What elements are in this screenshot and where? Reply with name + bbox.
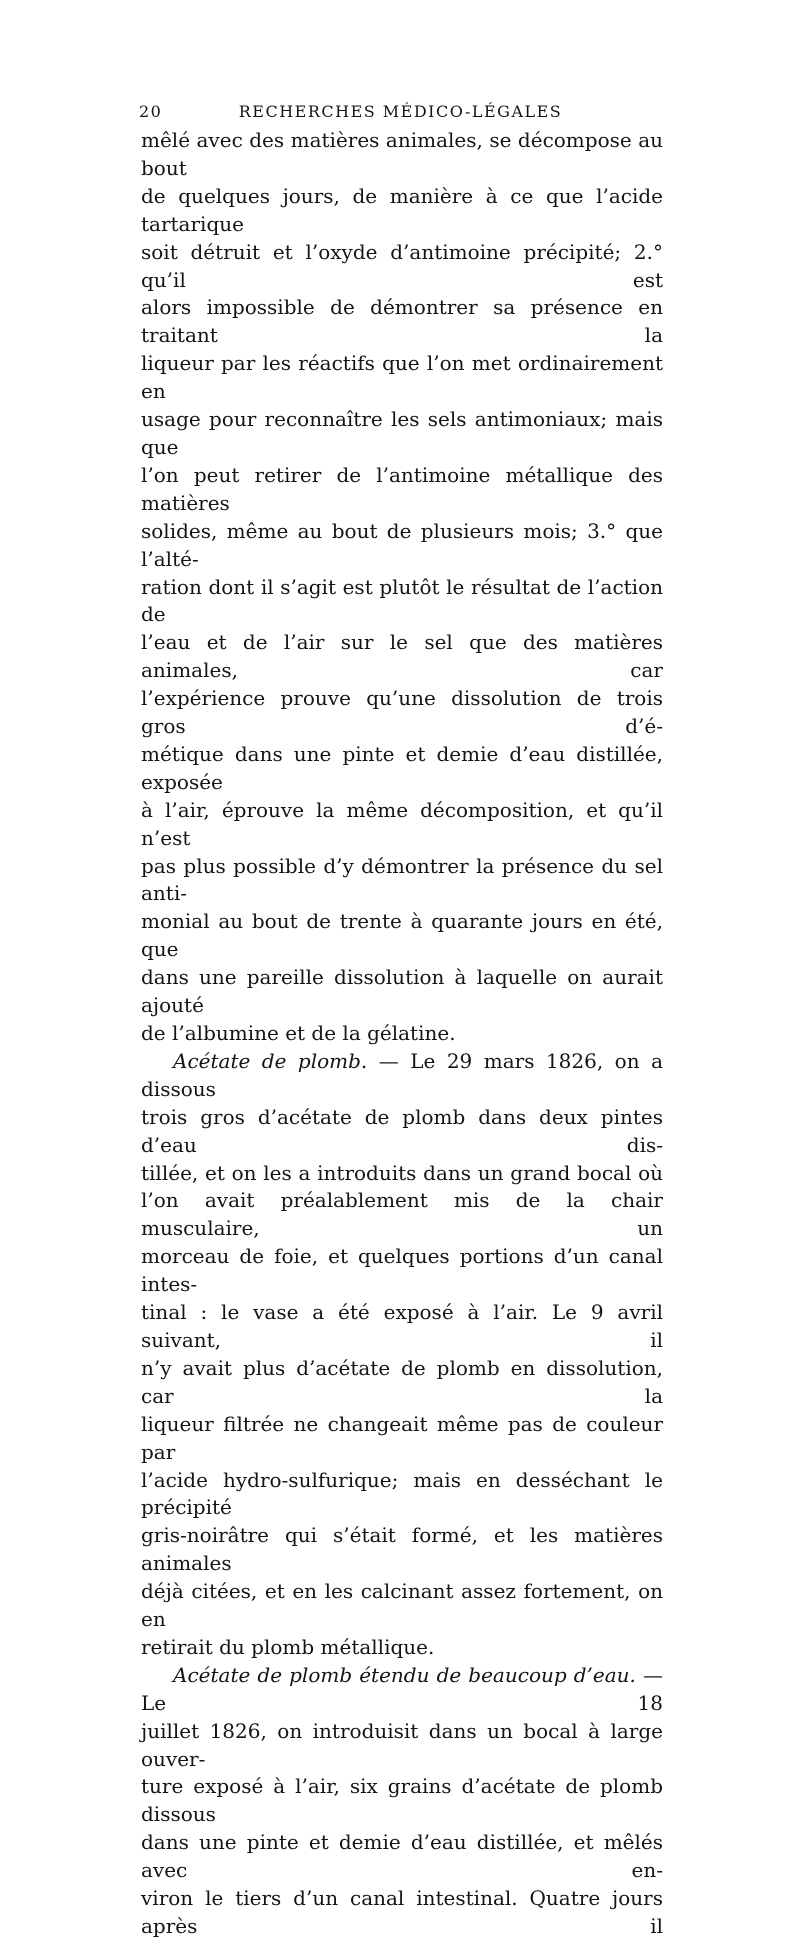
text-line: alors impossible de démontrer sa présence en traitant la bbox=[141, 295, 663, 348]
text-line: dans une pareille dissolution à laquelle on aurait ajouté bbox=[141, 965, 663, 1018]
text-line: liqueur filtrée ne changeait même pas de couleur par bbox=[141, 1411, 663, 1464]
text-line: ration dont il s’agit est plutôt le résultat de l’action de bbox=[141, 574, 663, 627]
text-line: viron le tiers d’un canal intestinal. Quatre jours après il bbox=[141, 1886, 663, 1938]
text-line: solides, même au bout de plusieurs mois; 3.° que l’alté- bbox=[141, 518, 663, 571]
page-number: 20 bbox=[139, 102, 163, 121]
text-line: ture exposé à l’air, six grains d’acétate de plomb dissous bbox=[141, 1774, 663, 1827]
text-line: tinal : le vase a été exposé à l’air. Le 9 avril suivant, il bbox=[141, 1300, 663, 1352]
text-line: l’eau et de l’air sur le sel que des matières animales, car bbox=[141, 630, 663, 683]
text-line: l’acide hydro-sulfurique; mais en desséchant le précipité bbox=[141, 1467, 663, 1520]
text-line: métique dans une pinte et demie d’eau distillée, exposée bbox=[141, 741, 663, 794]
text-line: de quelques jours, de manière à ce que l’acide tartarique bbox=[141, 183, 663, 236]
text-line: tillée, et on les a introduits dans un grand bocal où bbox=[141, 1160, 663, 1185]
text-run: — Le 29 mars 1826, on a dissous bbox=[141, 1048, 663, 1101]
text-line: dans une pinte et demie d’eau distillée, et mêlés avec en- bbox=[141, 1830, 663, 1883]
text-line: mêlé avec des matières animales, se décompose au bout bbox=[141, 128, 663, 180]
text-line: n’y avait plus d’acétate de plomb en dissolution, car la bbox=[141, 1355, 663, 1408]
text-line: liqueur par les réactifs que l’on met ordinairement en bbox=[141, 351, 663, 404]
running-header bbox=[139, 98, 662, 128]
text-line: l’on peut retirer de l’antimoine métallique des matières bbox=[141, 462, 663, 515]
section-heading: Acétate de plomb étendu de beaucoup d’eau. bbox=[173, 1662, 636, 1687]
text-line: gris-noirâtre qui s’était formé, et les matières animales bbox=[141, 1523, 663, 1576]
text-line: l’on avait préalablement mis de la chair musculaire, un bbox=[141, 1188, 663, 1241]
section-heading: Acétate de plomb. bbox=[173, 1048, 368, 1073]
text-line: l’expérience prouve qu’une dissolution de trois gros d’é- bbox=[141, 686, 663, 739]
text-run: — Le 18 bbox=[141, 1662, 664, 1715]
text-line: déjà citées, et en les calcinant assez fortement, on en bbox=[141, 1579, 663, 1632]
text-line: retirait du plomb métallique. bbox=[141, 1634, 435, 1659]
paragraph-first-line bbox=[141, 1048, 663, 1104]
running-head: RECHERCHES MÉDICO-LÉGALES bbox=[238, 102, 563, 121]
text-line: morceau de foie, et quelques portions d’un canal intes- bbox=[141, 1244, 663, 1297]
text-line: monial au bout de trente à quarante jours en été, que bbox=[141, 909, 663, 962]
paragraph-first-line bbox=[141, 1662, 663, 1718]
text-line: juillet 1826, on introduisit dans un bocal à large ouver- bbox=[141, 1718, 663, 1771]
text-line: trois gros d’acétate de plomb dans deux pintes d’eau dis- bbox=[141, 1104, 663, 1157]
text-line: de l’albumine et de la gélatine. bbox=[141, 1021, 456, 1045]
body-text bbox=[141, 127, 663, 1941]
text-line: pas plus possible d’y démontrer la présence du sel anti- bbox=[141, 853, 663, 906]
text-line: usage pour reconnaître les sels antimoniaux; mais que bbox=[141, 407, 663, 459]
text-line: à l’air, éprouve la même décomposition, et qu’il n’est bbox=[141, 797, 663, 850]
text-line: soit détruit et l’oxyde d’antimoine précipité; 2.° qu’il est bbox=[141, 239, 663, 292]
